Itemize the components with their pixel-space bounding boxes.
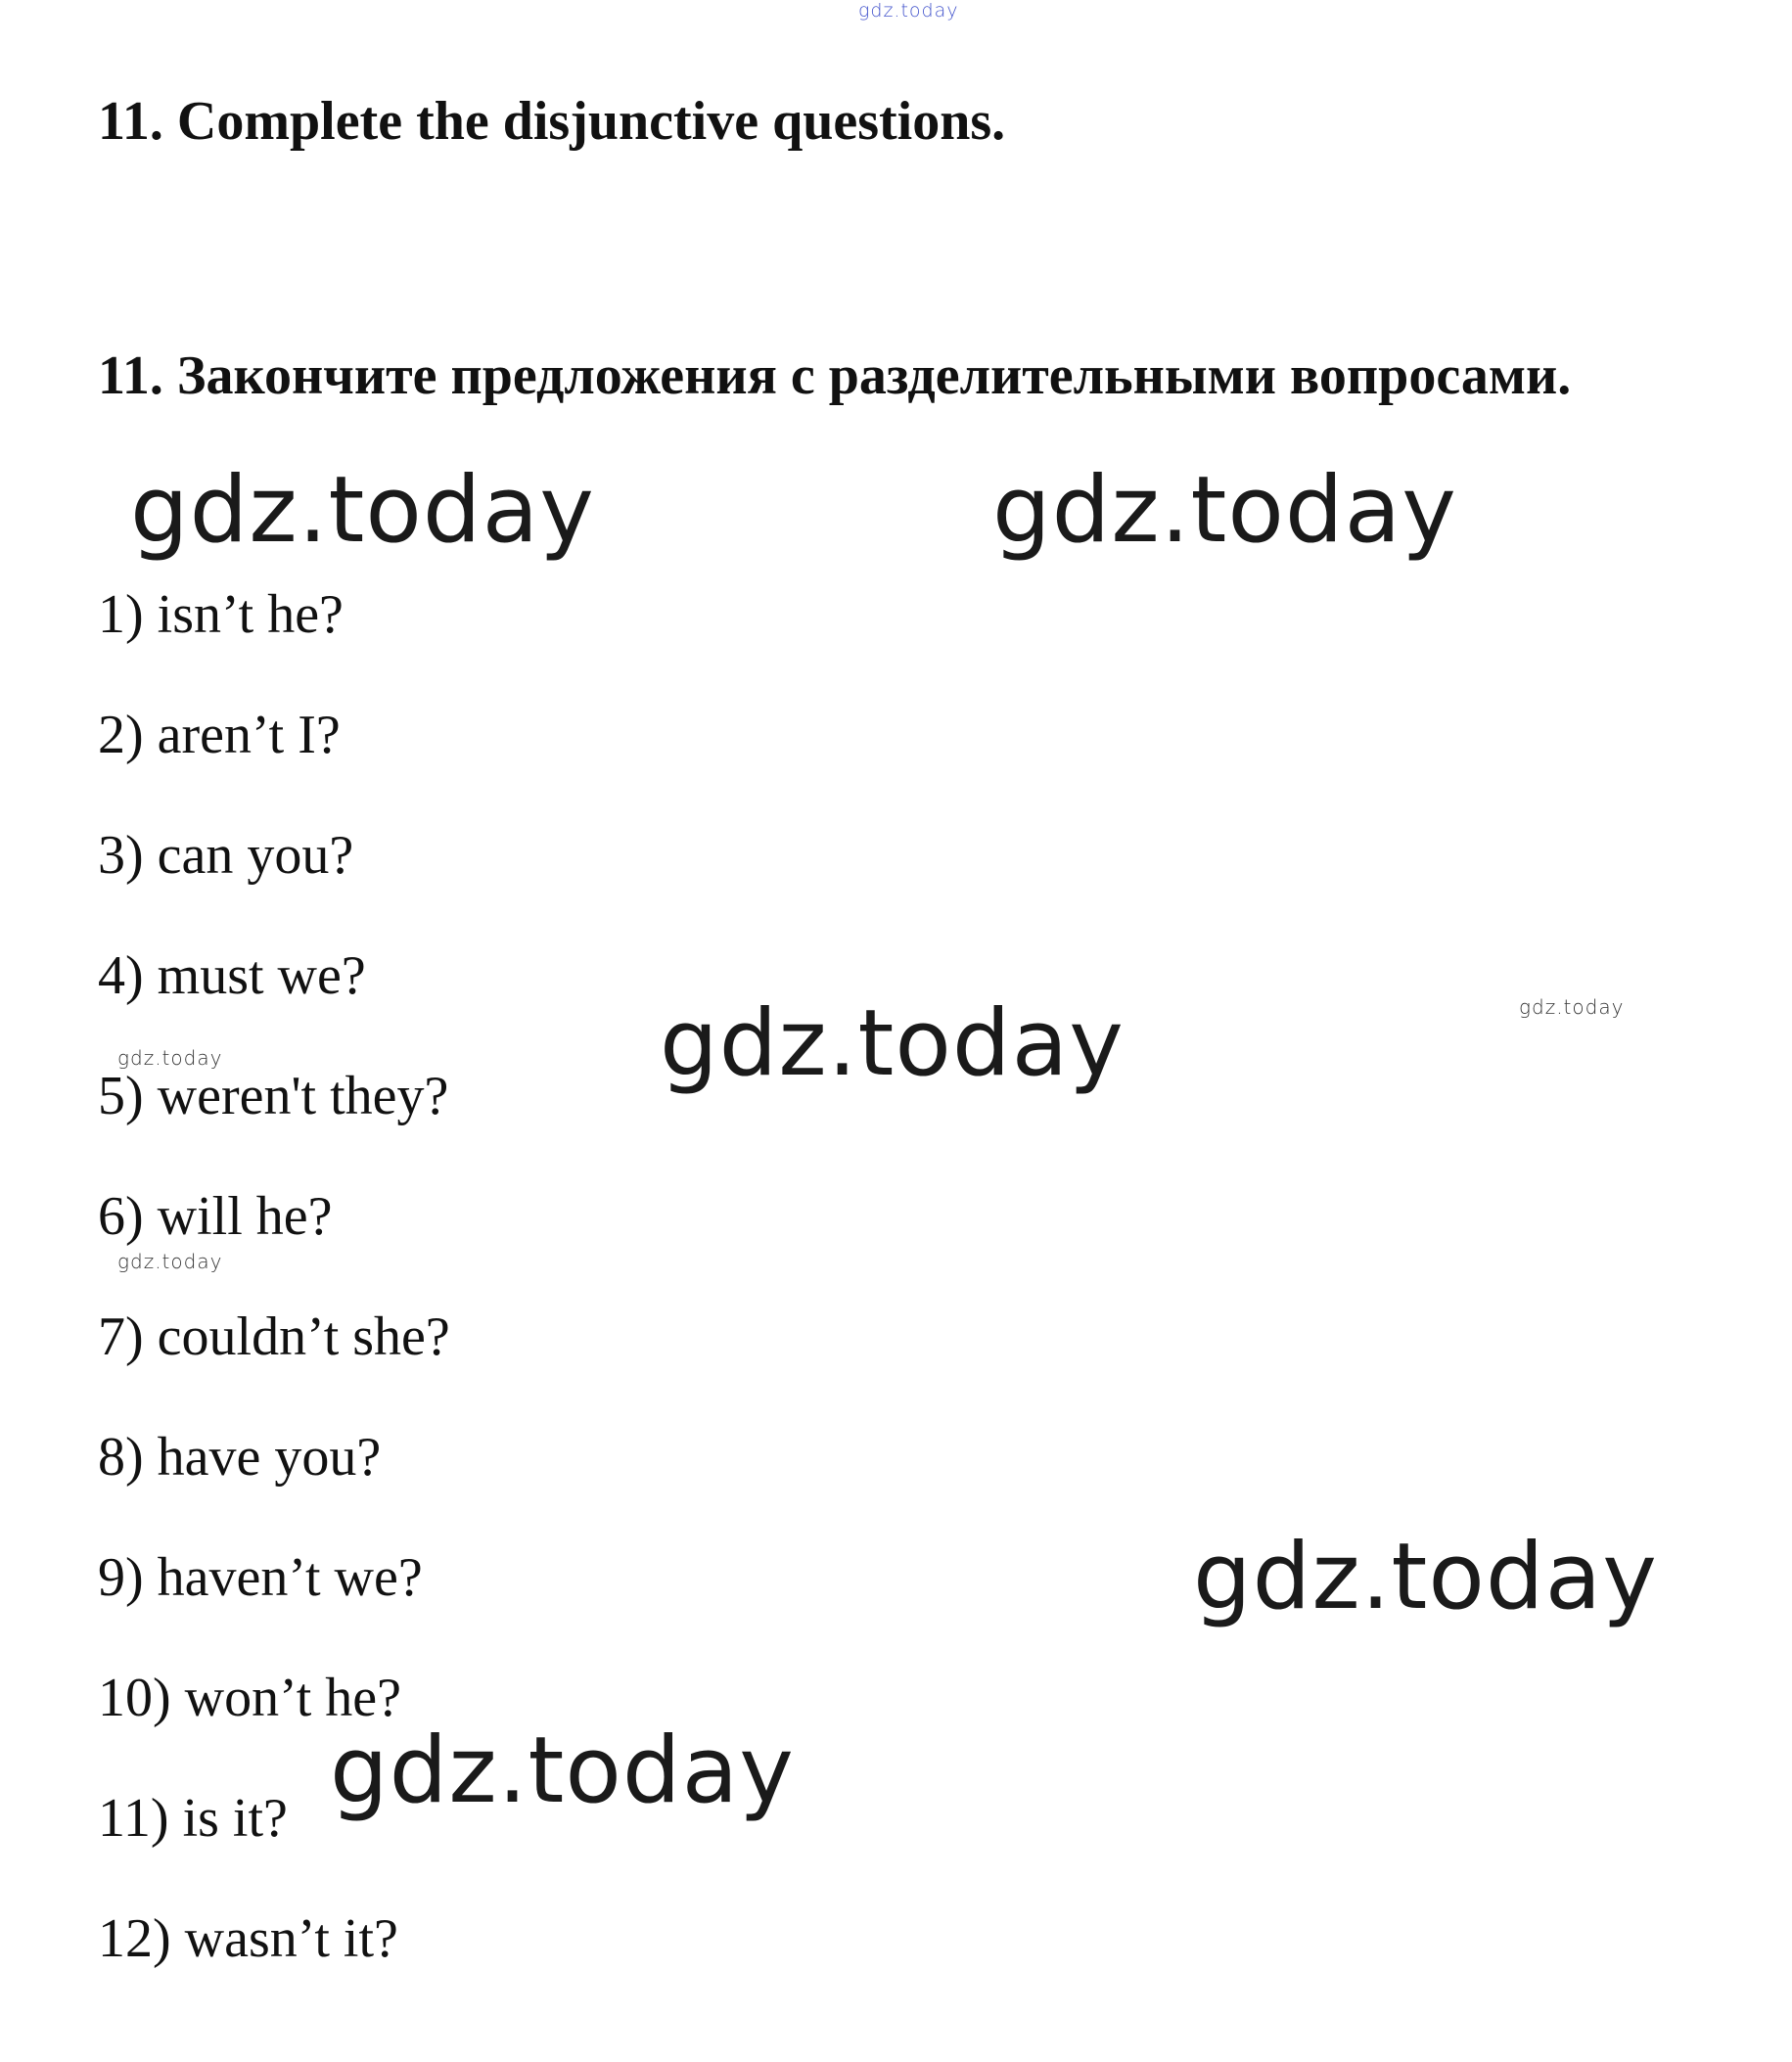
exercise-title-ru: 11. Закончите предложения с разделительными вопросами.	[98, 345, 1572, 406]
watermark-small: gdz.today	[1519, 995, 1625, 1019]
watermark-large: gdz.today	[330, 1718, 795, 1824]
watermark-large: gdz.today	[992, 457, 1457, 564]
answer-item: 11) is it?	[98, 1788, 288, 1849]
answer-item: 10) won’t he?	[98, 1668, 401, 1728]
answer-item: 6) will he?	[98, 1186, 333, 1247]
watermark-large: gdz.today	[130, 457, 595, 564]
answer-item: 12) wasn’t it?	[98, 1908, 398, 1969]
answer-item: 8) have you?	[98, 1427, 382, 1488]
watermark-top: gdz.today	[858, 0, 959, 22]
answer-item: 1) isn’t he?	[98, 584, 344, 645]
watermark-large: gdz.today	[660, 990, 1125, 1097]
answer-item: 4) must we?	[98, 945, 366, 1006]
watermark-small: gdz.today	[117, 1250, 223, 1273]
answer-item: 9) haven’t we?	[98, 1547, 423, 1608]
watermark-small: gdz.today	[117, 1046, 223, 1070]
watermark-large: gdz.today	[1193, 1524, 1658, 1630]
exercise-title-en: 11. Complete the disjunctive questions.	[98, 91, 1006, 152]
answer-item: 7) couldn’t she?	[98, 1306, 450, 1367]
answer-item: 3) can you?	[98, 825, 354, 886]
answer-item: 2) aren’t I?	[98, 705, 341, 765]
answer-item: 5) weren't they?	[98, 1066, 449, 1126]
